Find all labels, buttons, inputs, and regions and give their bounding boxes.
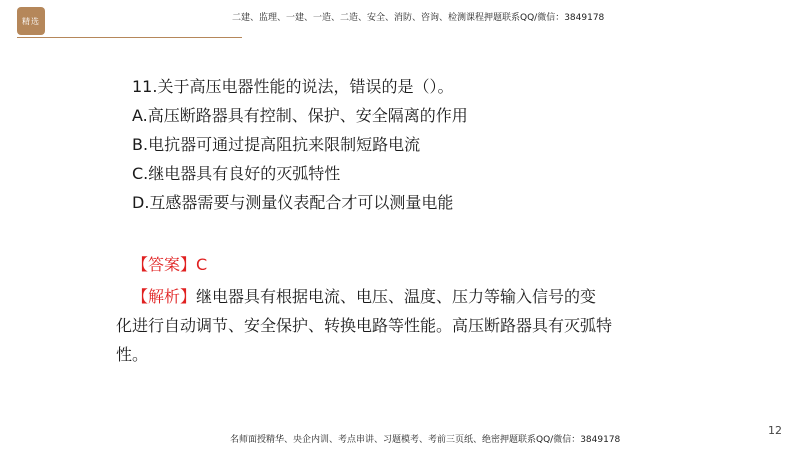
footer-contact-text: 名师面授精华、央企内训、考点串讲、习题模考、考前三页纸、绝密押题联系QQ/微信：3849178 <box>230 435 621 445</box>
header-divider <box>17 37 242 38</box>
option-c: C.继电器具有良好的灭弧特性 <box>132 164 341 183</box>
page-number: 12 <box>768 424 782 437</box>
analysis-line-1: 继电器具有根据电流、电压、温度、压力等输入信号的变 <box>196 287 597 306</box>
logo-text: 精选 <box>22 16 40 26</box>
brand-logo <box>17 7 45 35</box>
analysis-line-2: 化进行自动调节、安全保护、转换电路等性能。高压断路器具有灭弧特 <box>116 316 613 335</box>
option-d: D.互感器需要与测量仪表配合才可以测量电能 <box>132 193 454 212</box>
analysis-block <box>116 282 636 369</box>
question-stem: 11.关于高压电器性能的说法，错误的是（）。 <box>132 77 454 96</box>
answer-value: C <box>196 255 208 274</box>
answer-label: 【答案】 <box>132 255 197 274</box>
option-b: B.电抗器可通过提高阻抗来限制短路电流 <box>132 135 421 154</box>
option-a: A.高压断路器具有控制、保护、安全隔离的作用 <box>132 106 468 125</box>
answer-block <box>132 250 207 279</box>
question-block <box>132 72 752 217</box>
header-contact-text: 二建、监理、一建、一造、二造、安全、消防、咨询、检测课程押题联系QQ/微信：3849178 <box>232 13 605 23</box>
analysis-label: 【解析】 <box>132 287 197 306</box>
analysis-line-3: 性。 <box>116 345 149 364</box>
